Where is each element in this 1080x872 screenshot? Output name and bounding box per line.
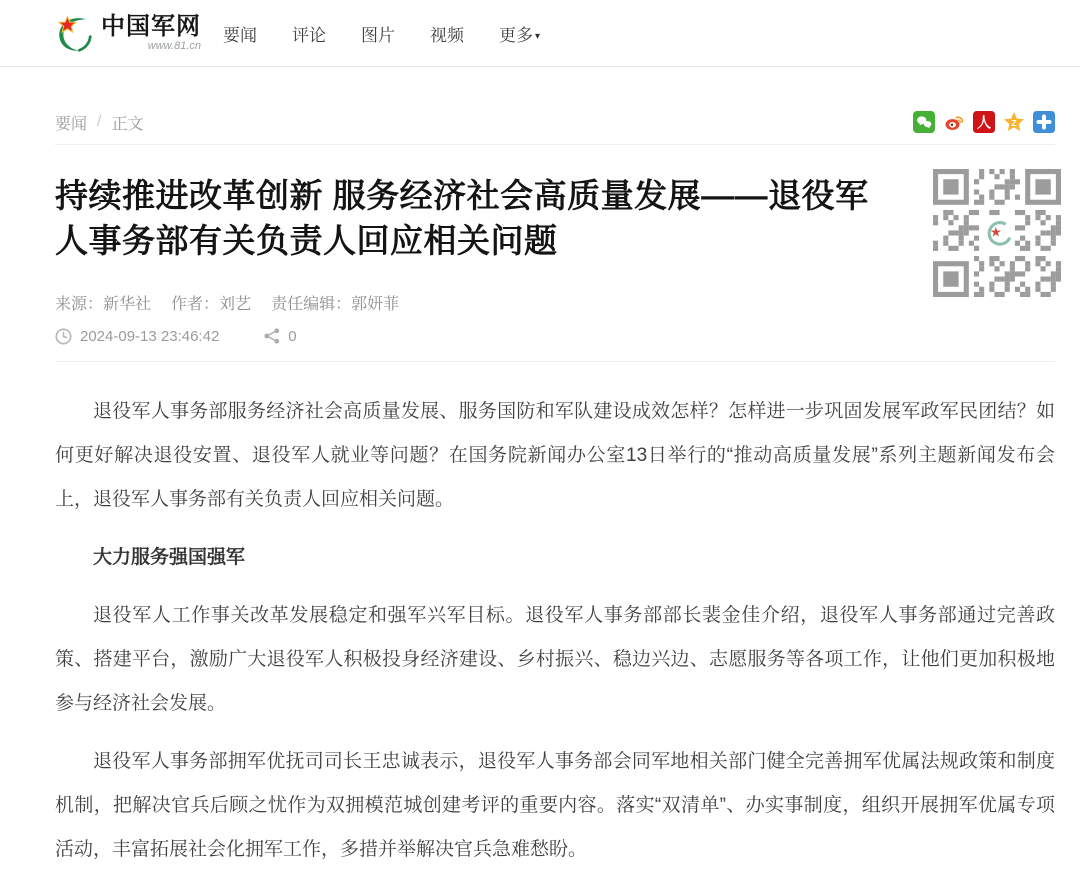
qr-code-svg [933, 169, 1061, 297]
article-meta-secondary [55, 327, 885, 345]
nav-item-yaowen[interactable]: 要闻 [223, 25, 257, 45]
breadcrumb-separator: / [97, 113, 102, 130]
nav-item-shipin[interactable]: 视频 [430, 25, 464, 45]
qzone-share-icon[interactable] [1003, 111, 1025, 133]
article-body [55, 362, 1055, 872]
share-bar [913, 111, 1055, 133]
article-paragraph: 退役军人工作事关改革发展稳定和强军兴军目标。退役军人事务部部长裴金佳介绍，退役军人事务部通过完善政策、搭建平台，激励广大退役军人积极投身经济建设、乡村振兴、稳边兴边、志愿服务等各项工作，让他们更加积极地参与经济社会发展。 [55, 605, 1055, 714]
qr-code [933, 169, 1061, 297]
nav-item-tupian[interactable]: 图片 [361, 25, 395, 45]
svg-text:Z: Z [1011, 117, 1017, 128]
clock-icon [55, 328, 72, 345]
site-header [0, 0, 1080, 67]
breadcrumb [55, 111, 143, 134]
share-count-value: 0 [288, 327, 297, 345]
meta-source: 来源：新华社 [55, 296, 152, 313]
nav-item-pinglun[interactable]: 评论 [292, 25, 326, 45]
nav-item-more[interactable] [499, 21, 540, 46]
article-meta [55, 291, 885, 314]
meta-editor: 责任编辑：郭妍菲 [271, 296, 400, 313]
weibo-share-icon[interactable] [943, 111, 965, 133]
meta-author: 作者：刘艺 [171, 296, 252, 313]
share-count [263, 327, 296, 345]
article-header [55, 145, 1055, 345]
site-logo-url: www.81.cn [147, 39, 201, 52]
breadcrumb-section[interactable]: 要闻 [55, 115, 88, 133]
wechat-share-icon[interactable] [913, 111, 935, 133]
article-subheading: 大力服务强国强军 [93, 547, 246, 568]
article-paragraph: 退役军人事务部服务经济社会高质量发展、服务国防和军队建设成效怎样？怎样进一步巩固发展军政军民团结？如何更好解决退役安置、退役军人就业等问题？在国务院新闻办公室13日举行的“推动高质量发展”系列主题新闻发布会上，退役军人事务部有关负责人回应相关问题。 [55, 401, 1055, 510]
article-title: 持续推进改革创新 服务经济社会高质量发展——退役军人事务部有关负责人回应相关问题 [55, 177, 869, 259]
article-page [55, 100, 1055, 872]
site-logo-title: 中国军网 [101, 12, 201, 40]
article-paragraph: 退役军人事务部拥军优抚司司长王忠诚表示，退役军人事务部会同军地相关部门健全完善拥军优属法规政策和制度机制，把解决官兵后顾之忧作为双拥模范城创建考评的重要内容。落实“双清单”、办实事制度，组织开展拥军优属专项活动，丰富拓展社会化拥军工作，多措并举解决官兵急难愁盼。 [55, 751, 1055, 860]
svg-text:人: 人 [977, 114, 991, 131]
share-icon[interactable] [263, 327, 281, 345]
breadcrumb-current: 正文 [111, 115, 144, 133]
publish-datetime: 2024-09-13 23:46:42 [80, 327, 220, 345]
breadcrumb-row [55, 100, 1055, 145]
people-share-icon[interactable] [973, 111, 995, 133]
site-logo-emblem-icon [52, 11, 92, 55]
svg-text:★: ★ [989, 224, 1002, 240]
chevron-down-icon: ▾ [535, 30, 541, 42]
site-logo[interactable] [52, 11, 201, 55]
main-nav [223, 21, 540, 46]
nav-more-label: 更多 [499, 25, 533, 45]
share-more-icon[interactable] [1033, 111, 1055, 133]
